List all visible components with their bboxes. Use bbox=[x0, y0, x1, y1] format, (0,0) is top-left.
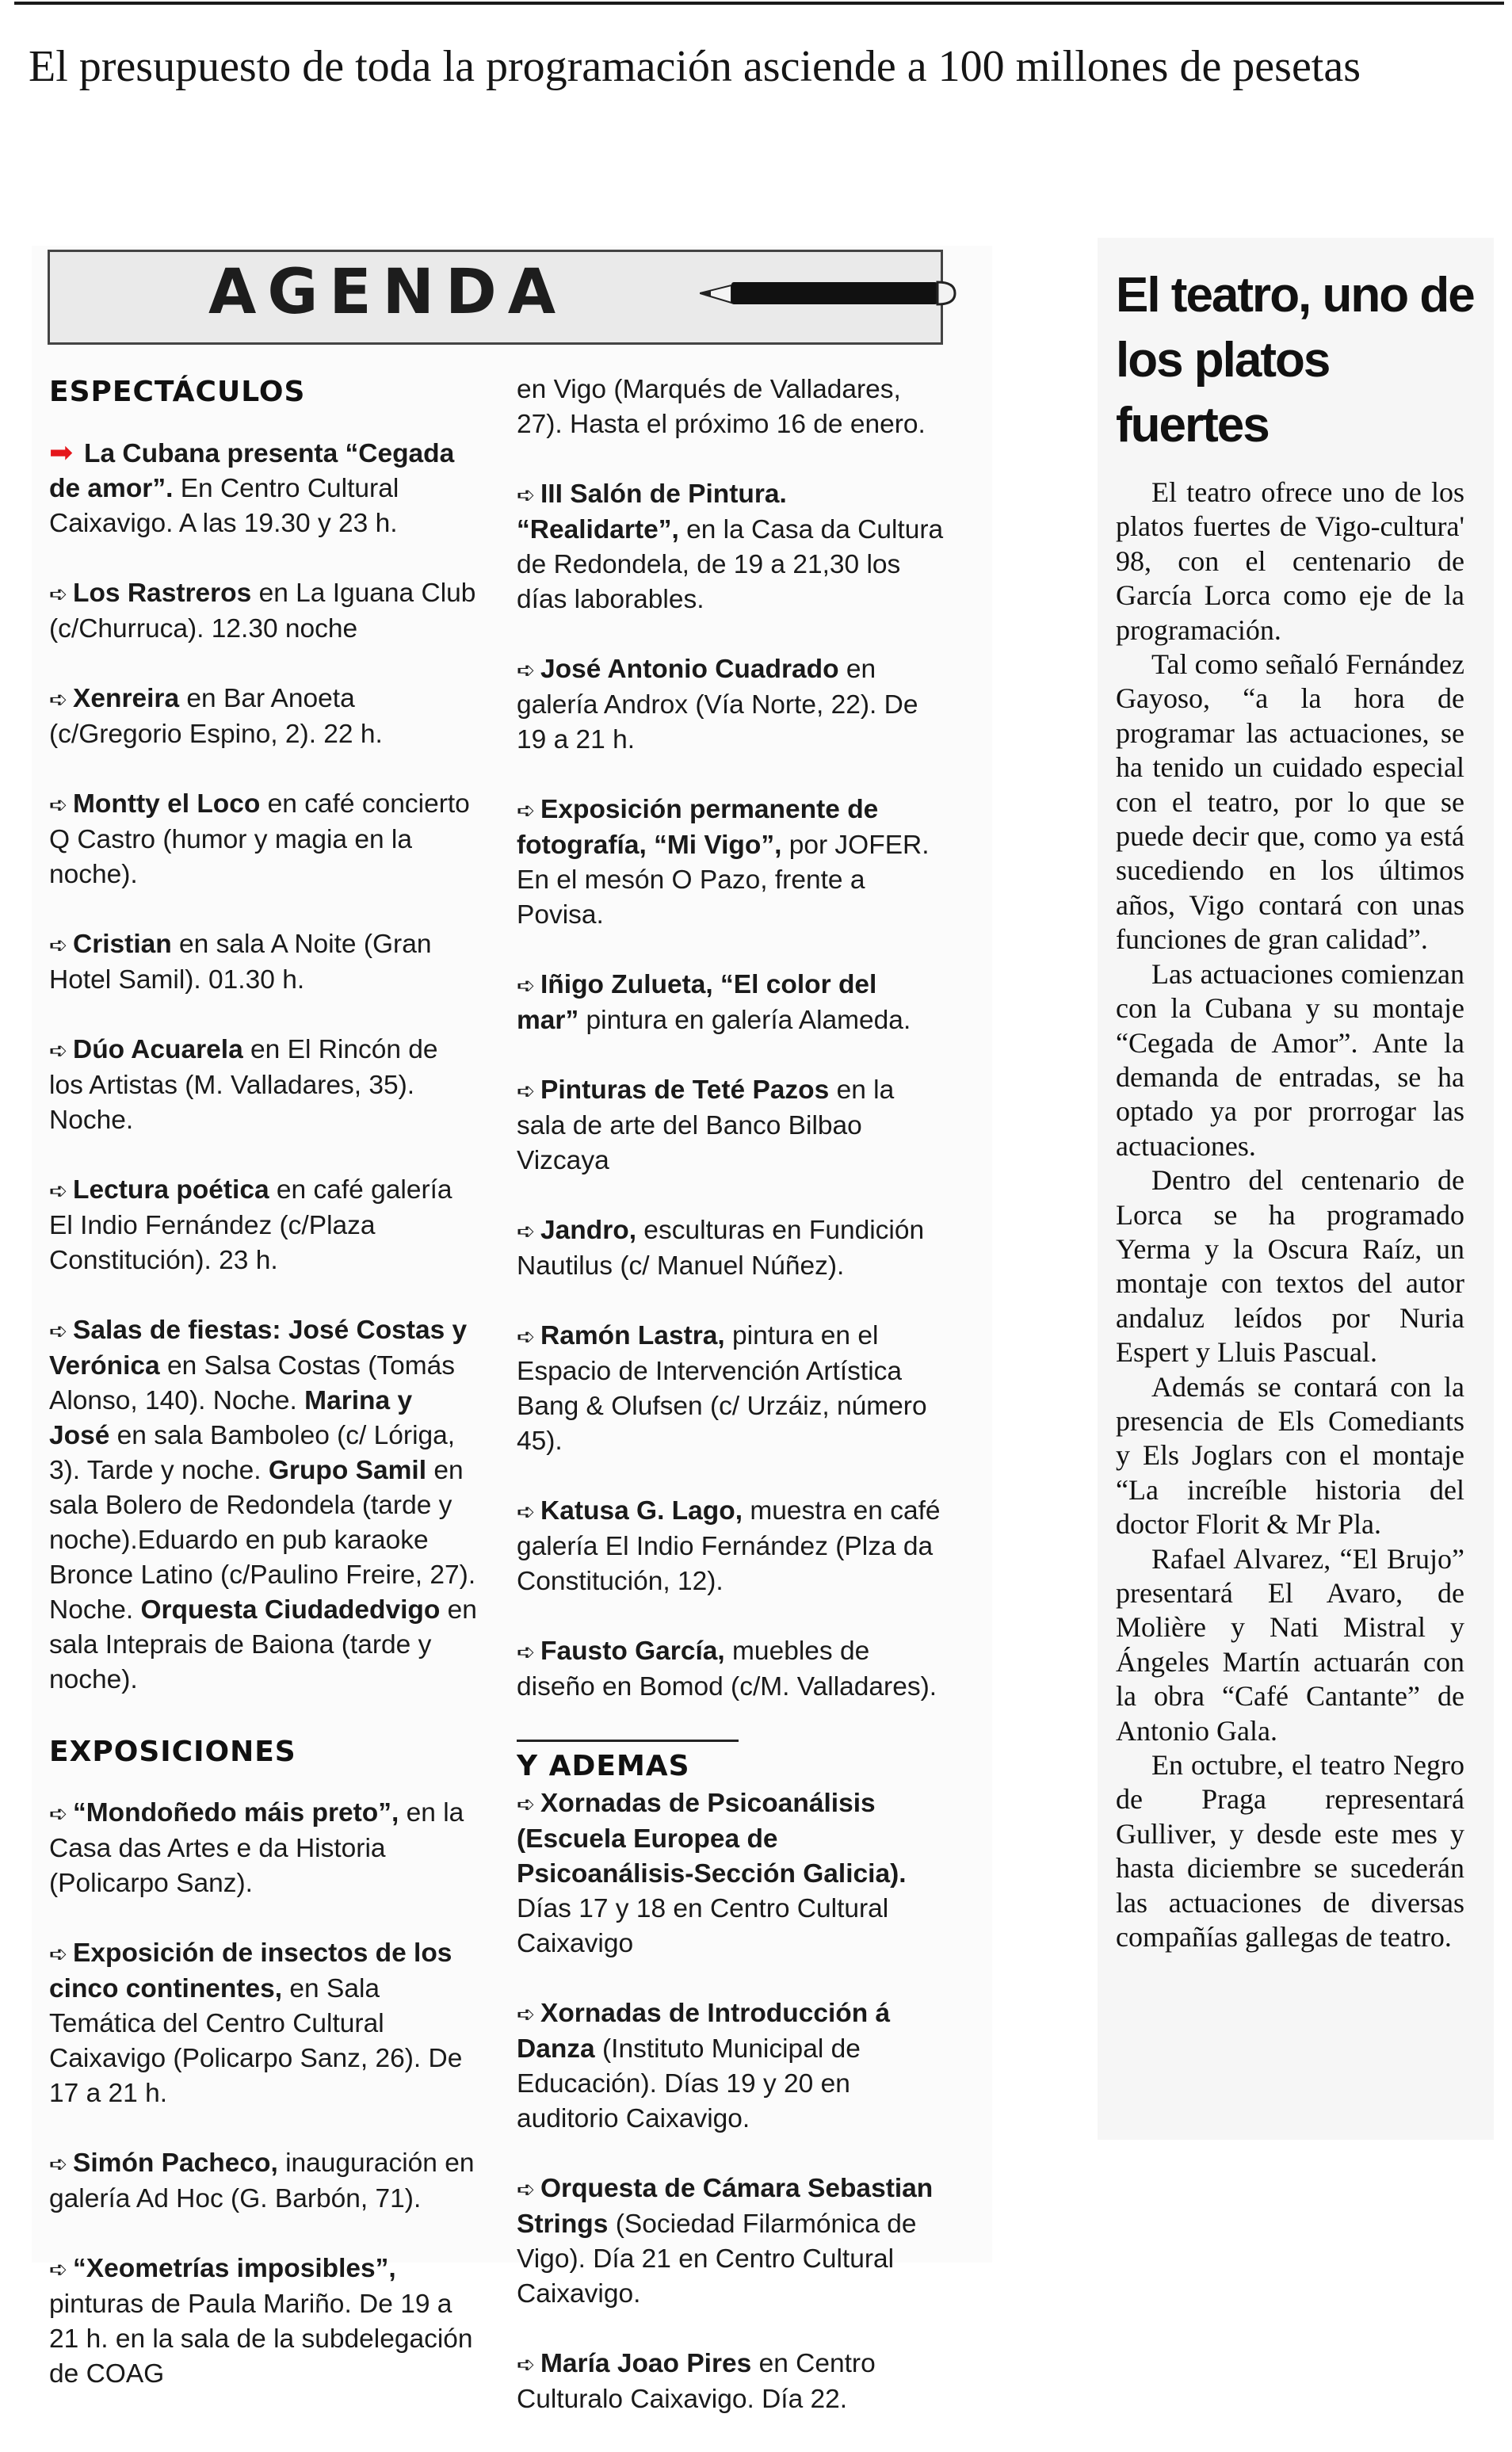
listing-details: en El Rincón de los Artistas (M. Valladares, 35). Noche. bbox=[49, 1035, 438, 1135]
article-paragraph: Las actuaciones comienzan con la Cubana y su montaje “Cegada de Amor”. Ante la demanda de entradas, se ha optado ya por prorrogar las actuaciones. bbox=[1116, 957, 1464, 1162]
arrow-icon: ➪ bbox=[517, 482, 536, 508]
listing-details: muebles de diseño en Bomod (c/M. Valladares). bbox=[517, 1637, 937, 1702]
listing-details: (Instituto Municipal de Educación). Días 19 y 20 en auditorio Caixavigo. bbox=[517, 2034, 861, 2133]
section-title: Y ADEMAS bbox=[517, 1740, 739, 1786]
listing-item bbox=[49, 1313, 477, 1698]
listing-details: en galería Androx (Vía Norte, 22). De 19 a 21 h. bbox=[517, 655, 918, 754]
listing-name: Dúo Acuarela bbox=[73, 1035, 243, 1064]
listing-details: por JOFER. En el mesón O Pazo, frente a Povisa. bbox=[517, 831, 930, 930]
listing-name: Pinturas de Teté Pazos bbox=[540, 1075, 830, 1105]
listing-details: en Vigo (Marqués de Valladares, 27). Hasta el próximo 16 de enero. bbox=[517, 375, 926, 439]
listing-details: en sala Bolero de Redondela (tarde y noche).Eduardo en pub karaoke Bronce Latino (c/Paulino Freire, 27). Noche. bbox=[49, 1456, 476, 1625]
listing-name: Exposición de insectos de los cinco continentes, bbox=[49, 1938, 452, 2003]
article-paragraph: Rafael Alvarez, “El Brujo” presentará El Avaro, de Molière y Nati Mistral y Ángeles Martín actuarán con la obra “Café Cantante” de Antonio Gala. bbox=[1116, 1542, 1464, 1747]
listing-item bbox=[49, 1936, 477, 2111]
listing-details: en sala A Noite (Gran Hotel Samil). 01.30 h. bbox=[49, 930, 432, 995]
listing-item bbox=[517, 1786, 945, 1961]
listing-item bbox=[49, 576, 477, 647]
listing-details: en sala Bamboleo (c/ Lóriga, 3). Tarde y noche. bbox=[49, 1421, 456, 1485]
listing-details: muestra en café galería El Indio Fernández (Plza da Constitución, 12). bbox=[517, 1496, 941, 1596]
listing-name: Katusa G. Lago, bbox=[540, 1496, 743, 1526]
pencil-icon bbox=[700, 268, 961, 315]
arrow-icon: ➪ bbox=[517, 2176, 536, 2202]
listing-name: Marina y José bbox=[49, 1386, 413, 1450]
arrow-icon: ➪ bbox=[517, 2351, 536, 2378]
listing-name: Lectura poética bbox=[73, 1175, 269, 1205]
listing-name: Montty el Loco bbox=[73, 789, 261, 819]
listing-details: en Centro Culturalo Caixavigo. Día 22. bbox=[517, 2349, 876, 2414]
listing-name: Exposición permanente de fotografía, “Mi Vigo”, bbox=[517, 795, 879, 860]
listing-details: en café galería El Indio Fernández (c/Plaza Constitución). 23 h. bbox=[49, 1175, 452, 1275]
arrow-icon: ➪ bbox=[517, 797, 536, 823]
listing-item bbox=[517, 652, 945, 758]
listing-details: inauguración en galería Ad Hoc (G. Barbón, 71). bbox=[49, 2148, 475, 2213]
listing-item bbox=[517, 1319, 945, 1459]
listing-item bbox=[517, 968, 945, 1038]
listing-details: esculturas en Fundición Nautilus (c/ Manuel Núñez). bbox=[517, 1216, 925, 1281]
listing-details: pintura en galería Alameda. bbox=[578, 1006, 911, 1035]
listing-details: en la Casa da Cultura de Redondela, de 19 a 21,30 los días laborables. bbox=[517, 515, 944, 614]
headline: El presupuesto de toda la programación asciende a 100 millones de pesetas bbox=[29, 42, 1361, 91]
listing-details: en La Iguana Club (c/Churruca). 12.30 noche bbox=[49, 579, 476, 644]
listing-item bbox=[517, 2171, 945, 2312]
listing-details: En Centro Cultural Caixavigo. A las 19.30 y 23 h. bbox=[49, 474, 399, 538]
arrow-icon: ➪ bbox=[49, 1801, 68, 1827]
arrow-icon: ➪ bbox=[517, 1218, 536, 1244]
arrow-icon: ➪ bbox=[49, 686, 68, 712]
listing-name: Xornadas de Introducción á Danza bbox=[517, 1999, 891, 2064]
listing-item bbox=[49, 1033, 477, 1138]
listing-details: Días 17 y 18 en Centro Cultural Caixavigo bbox=[517, 1894, 889, 1958]
listing-details: en Bar Anoeta (c/Gregorio Espino, 2). 22 h. bbox=[49, 684, 383, 749]
listing-item bbox=[49, 1796, 477, 1901]
listing-name: Xenreira bbox=[73, 684, 180, 713]
listing-item bbox=[49, 1173, 477, 1278]
listing-item bbox=[517, 1073, 945, 1178]
listing-details: en sala Inteprais de Baiona (tarde y noche). bbox=[49, 1595, 477, 1694]
arrow-icon: ➪ bbox=[49, 1178, 68, 1204]
listing-name: Los Rastreros bbox=[73, 579, 252, 608]
listing-details: en Salsa Costas (Tomás Alonso, 140). Noche. bbox=[49, 1351, 456, 1415]
top-rule bbox=[14, 2, 1504, 5]
article-paragraph: El teatro ofrece uno de los platos fuertes de Vigo-cultura' 98, con el centenario de García Lorca como eje de la programación. bbox=[1116, 476, 1464, 646]
listing-name: José Antonio Cuadrado bbox=[540, 655, 839, 684]
listing-item bbox=[49, 436, 477, 541]
article-body bbox=[1116, 476, 1464, 1954]
listing-details: en café concierto Q Castro (humor y magia en la noche). bbox=[49, 789, 470, 889]
listing-name: Cristian bbox=[73, 930, 172, 959]
arrow-icon: ➪ bbox=[517, 1639, 536, 1665]
listing-name: Xornadas de Psicoanálisis (Escuela Europea de Psicoanálisis-Sección Galicia). bbox=[517, 1789, 907, 1889]
listing-name: María Joao Pires bbox=[540, 2349, 752, 2378]
listing-item bbox=[517, 477, 945, 617]
agenda-column-2 bbox=[517, 372, 945, 2452]
listing-details: (Sociedad Filarmónica de Vigo). Día 21 en Centro Cultural Caixavigo. bbox=[517, 2209, 917, 2309]
listing-name: “Xeometrías imposibles”, bbox=[73, 2254, 396, 2283]
listing-item bbox=[517, 2347, 945, 2417]
listing-details: en la Casa das Artes e da Historia (Policarpo Sanz). bbox=[49, 1798, 464, 1898]
arrow-icon: ➪ bbox=[49, 1941, 68, 1967]
arrow-icon: ➪ bbox=[517, 1499, 536, 1525]
listing-item bbox=[49, 927, 477, 998]
agenda-column-1 bbox=[49, 372, 477, 2427]
arrow-icon: ➪ bbox=[517, 972, 536, 999]
listing-name: “Mondoñedo máis preto”, bbox=[73, 1798, 399, 1828]
arrow-icon: ➪ bbox=[49, 581, 68, 607]
arrow-icon: ➪ bbox=[49, 1037, 68, 1064]
article-title: El teatro, uno de los platos fuertes bbox=[1116, 268, 1474, 453]
arrow-icon: ➪ bbox=[517, 1791, 536, 1817]
listing-details: pintura en el Espacio de Intervención Artística Bang & Olufsen (c/ Urzáiz, número 45). bbox=[517, 1321, 927, 1456]
article-paragraph: Además se contará con la presencia de Els Comediants y Els Joglars con el montaje “La increíble historia del doctor Florit & Mr Pla. bbox=[1116, 1370, 1464, 1541]
listing-continued bbox=[517, 372, 945, 442]
arrow-icon: ➪ bbox=[49, 792, 68, 818]
arrow-icon: ➪ bbox=[49, 1318, 68, 1344]
listing-item bbox=[49, 2251, 477, 2392]
listing-details: pinturas de Paula Mariño. De 19 a 21 h. en la sala de la subdelegación de COAG bbox=[49, 2290, 473, 2389]
article-paragraph: Dentro del centenario de Lorca se ha programado Yerma y la Oscura Raíz, un montaje con textos del autor andaluz leídos por Nuria Espert y Lluis Pascual. bbox=[1116, 1164, 1464, 1369]
red-arrow-icon: ➡ bbox=[49, 437, 74, 469]
arrow-icon: ➪ bbox=[517, 1323, 536, 1350]
arrow-icon: ➪ bbox=[517, 657, 536, 683]
arrow-icon: ➪ bbox=[49, 2151, 68, 2177]
listing-name: Orquesta de Cámara Sebastian Strings bbox=[517, 2174, 934, 2239]
listing-name: Orquesta Ciudadedvigo bbox=[140, 1595, 441, 1625]
listing-item bbox=[517, 1996, 945, 2137]
listing-name: La Cubana presenta “Cegada de amor”. bbox=[49, 439, 455, 503]
listing-item bbox=[517, 1213, 945, 1284]
listing-details: en la sala de arte del Banco Bilbao Vizcaya bbox=[517, 1075, 895, 1175]
agenda-title: AGENDA bbox=[208, 257, 567, 328]
listing-name: Fausto García, bbox=[540, 1637, 725, 1666]
listing-name: Grupo Samil bbox=[268, 1456, 427, 1485]
listing-name: III Salón de Pintura. “Realidarte”, bbox=[517, 479, 787, 544]
listing-item bbox=[517, 1634, 945, 1705]
listing-name: Ramón Lastra, bbox=[540, 1321, 725, 1350]
listing-item bbox=[49, 787, 477, 892]
article-paragraph: Tal como señaló Fernández Gayoso, “a la hora de programar las actuaciones, se ha tenido un cuidado especial con el teatro, por lo que se puede decir que, como ya está sucediendo en los últimos años, Vigo contará con unas funciones de gran calidad”. bbox=[1116, 648, 1464, 956]
listing-item bbox=[517, 793, 945, 933]
listing-item bbox=[49, 682, 477, 752]
listing-name: Jandro, bbox=[540, 1216, 636, 1245]
listing-item bbox=[517, 1494, 945, 1599]
article-paragraph: En octubre, el teatro Negro de Praga representará Gulliver, y desde este mes y hasta diciembre se sucederán las actuaciones de diversas compañías gallegas de teatro. bbox=[1116, 1749, 1464, 1954]
arrow-icon: ➪ bbox=[517, 1078, 536, 1104]
section-title: EXPOSICIONES bbox=[49, 1736, 296, 1768]
listing-item bbox=[49, 2146, 477, 2217]
arrow-icon: ➪ bbox=[49, 932, 68, 958]
section-title: ESPECTÁCULOS bbox=[49, 376, 306, 408]
listing-name: Iñigo Zulueta, “El color del mar” bbox=[517, 970, 877, 1035]
agenda-banner bbox=[48, 250, 943, 345]
listing-details: en Sala Temática del Centro Cultural Caixavigo (Policarpo Sanz, 26). De 17 a 21 h. bbox=[49, 1974, 463, 2108]
listing-name: Simón Pacheco, bbox=[73, 2148, 278, 2178]
arrow-icon: ➪ bbox=[517, 2001, 536, 2027]
listing-name: Salas de fiestas: José Costas y Verónica bbox=[49, 1316, 468, 1381]
arrow-icon: ➪ bbox=[49, 2256, 68, 2282]
